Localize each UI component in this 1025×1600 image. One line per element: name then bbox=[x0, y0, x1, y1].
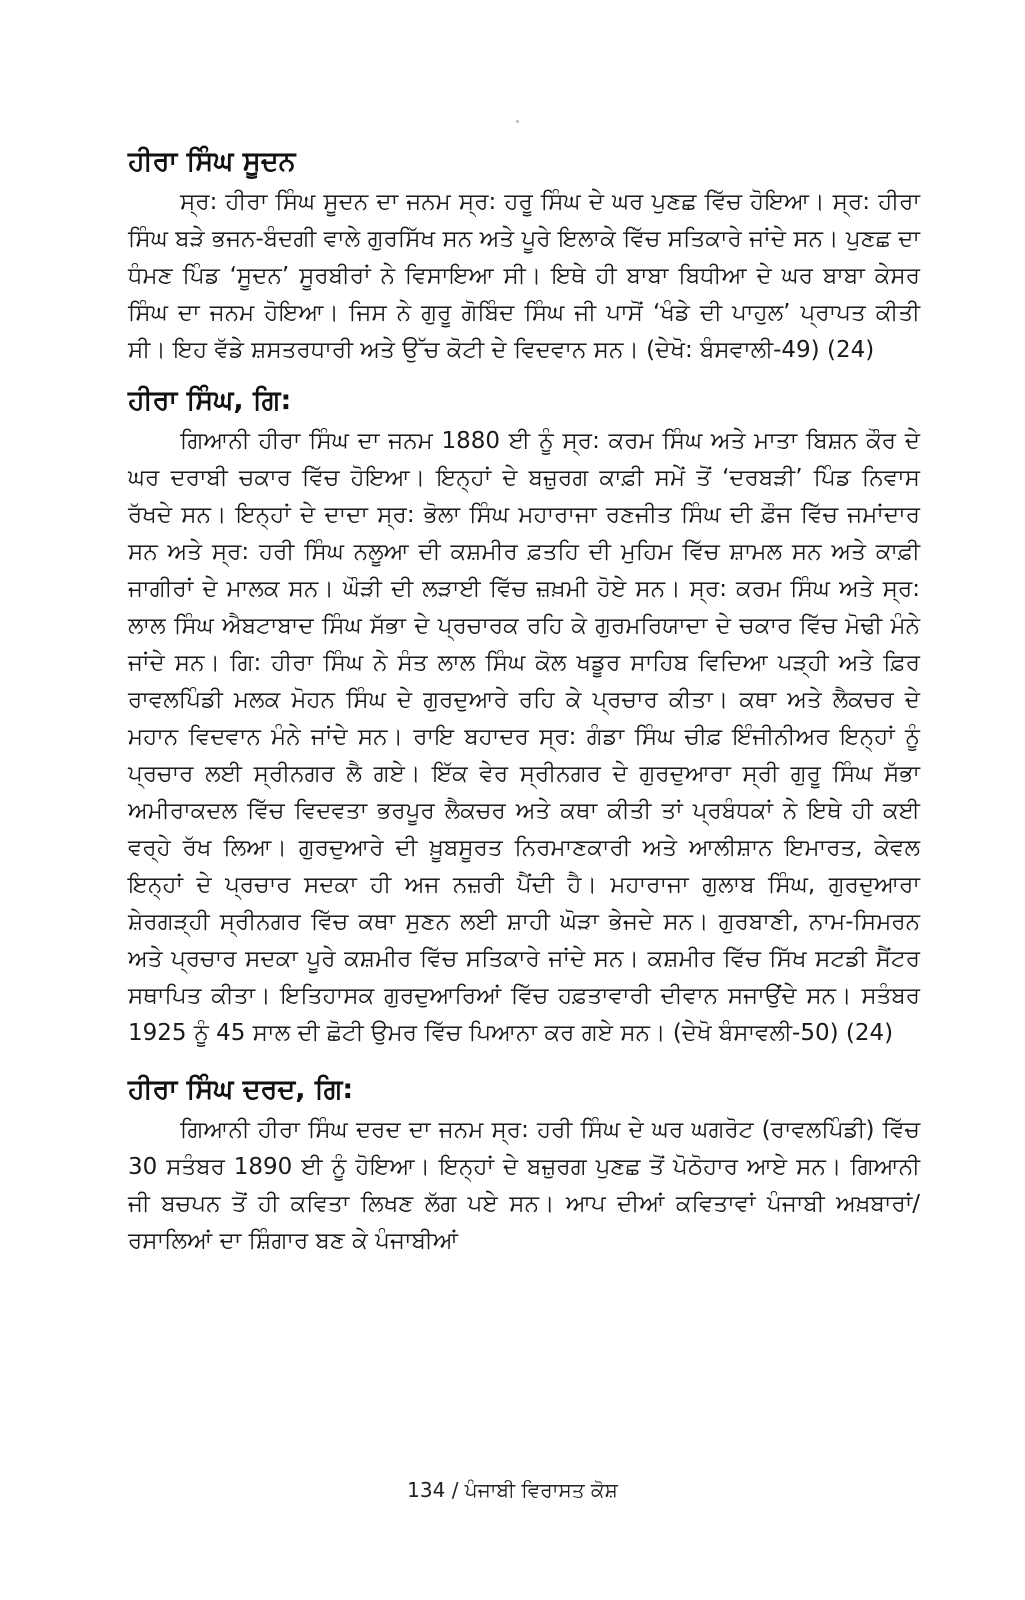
entry-hira-singh-dard bbox=[128, 1068, 920, 1260]
page-number: 134 bbox=[407, 1478, 446, 1502]
book-title: ਪੰਜਾਬੀ ਵਿਰਾਸਤ ਕੋਸ਼ bbox=[464, 1478, 618, 1502]
entry-title: ਹੀਰਾ ਸਿੰਘ, ਗਿ: bbox=[128, 385, 292, 416]
page-content bbox=[128, 140, 920, 1266]
entry-body: ਗਿਆਨੀ ਹੀਰਾ ਸਿੰਘ ਦਾ ਜਨਮ 1880 ਈ ਨੂੰ ਸ੍ਰ: ਕਰਮ ਸਿੰਘ ਅਤੇ ਮਾਤਾ ਬਿਸ਼ਨ ਕੌਰ ਦੇ ਘਰ ਦਰਾਬੀ ਚਕਾਰ ਵਿੱਚ ਹੋਇਆ। ਇਨ੍ਹਾਂ ਦੇ ਬਜ਼ੁਰਗ ਕਾਫ਼ੀ ਸਮੇਂ ਤੋਂ ‘ਦਰਬੜੀ’ ਪਿੰਡ ਨਿਵਾਸ ਰੱਖਦੇ ਸਨ। ਇਨ੍ਹਾਂ ਦੇ ਦਾਦਾ ਸ੍ਰ: ਭੋਲਾ ਸਿੰਘ ਮਹਾਰਾਜਾ ਰਣਜੀਤ ਸਿੰਘ ਦੀ ਫ਼ੌਜ ਵਿੱਚ ਜਮਾਂਦਾਰ ਸਨ ਅਤੇ ਸ੍ਰ: ਹਰੀ ਸਿੰਘ ਨਲੂਆ ਦੀ ਕਸ਼ਮੀਰ ਫ਼ਤਹਿ ਦੀ ਮੁਹਿਮ ਵਿੱਚ ਸ਼ਾਮਲ ਸਨ ਅਤੇ ਕਾਫ਼ੀ ਜਾਗੀਰਾਂ ਦੇ ਮਾਲਕ ਸਨ। ਘੌੜੀ ਦੀ ਲੜਾਈ ਵਿੱਚ ਜ਼ਖ਼ਮੀ ਹੋਏ ਸਨ। ਸ੍ਰ: ਕਰਮ ਸਿੰਘ ਅਤੇ ਸ੍ਰ: ਲਾਲ ਸਿੰਘ ਐਬਟਾਬਾਦ ਸਿੰਘ ਸੱਭਾ ਦੇ ਪ੍ਰਚਾਰਕ ਰਹਿ ਕੇ ਗੁਰਮਰਿਯਾਦਾ ਦੇ ਚਕਾਰ ਵਿੱਚ ਮੋਢੀ ਮੰਨੇ ਜਾਂਦੇ ਸਨ। ਗਿ: ਹੀਰਾ ਸਿੰਘ ਨੇ ਸੰਤ ਲਾਲ ਸਿੰਘ ਕੋਲ ਖਡੂਰ ਸਾਹਿਬ ਵਿਦਿਆ ਪੜ੍ਹੀ ਅਤੇ ਫ਼ਿਰ ਰਾਵਲਪਿੰਡੀ ਮਲਕ ਮੋਹਨ ਸਿੰਘ ਦੇ ਗੁਰਦੁਆਰੇ ਰਹਿ ਕੇ ਪ੍ਰਚਾਰ ਕੀਤਾ। ਕਥਾ ਅਤੇ ਲੈਕਚਰ ਦੇ ਮਹਾਨ ਵਿਦਵਾਨ ਮੰਨੇ ਜਾਂਦੇ ਸਨ। ਰਾਇ ਬਹਾਦਰ ਸ੍ਰ: ਗੰਡਾ ਸਿੰਘ ਚੀਫ਼ ਇੰਜੀਨੀਅਰ ਇਨ੍ਹਾਂ ਨੂੰ ਪ੍ਰਚਾਰ ਲਈ ਸ੍ਰੀਨਗਰ ਲੈ ਗਏ। ਇੱਕ ਵੇਰ ਸ੍ਰੀਨਗਰ ਦੇ ਗੁਰਦੁਆਰਾ ਸ੍ਰੀ ਗੁਰੂ ਸਿੰਘ ਸੱਭਾ ਅਮੀਰਾਕਦਲ ਵਿੱਚ ਵਿਦਵਤਾ ਭਰਪੂਰ ਲੈਕਚਰ ਅਤੇ ਕਥਾ ਕੀਤੀ ਤਾਂ ਪ੍ਰਬੰਧਕਾਂ ਨੇ ਇਥੇ ਹੀ ਕਈ ਵਰ੍ਹੇ ਰੱਖ ਲਿਆ। ਗੁਰਦੁਆਰੇ ਦੀ ਖ਼ੂਬਸੂਰਤ ਨਿਰਮਾਣਕਾਰੀ ਅਤੇ ਆਲੀਸ਼ਾਨ ਇਮਾਰਤ, ਕੇਵਲ ਇਨ੍ਹਾਂ ਦੇ ਪ੍ਰਚਾਰ ਸਦਕਾ ਹੀ ਅਜ ਨਜ਼ਰੀ ਪੈਂਦੀ ਹੈ। ਮਹਾਰਾਜਾ ਗੁਲਾਬ ਸਿੰਘ, ਗੁਰਦੁਆਰਾ ਸ਼ੇਰਗੜ੍ਹੀ ਸ੍ਰੀਨਗਰ ਵਿੱਚ ਕਥਾ ਸੁਣਨ ਲਈ ਸ਼ਾਹੀ ਘੋੜਾ ਭੇਜਦੇ ਸਨ। ਗੁਰਬਾਣੀ, ਨਾਮ-ਸਿਮਰਨ ਅਤੇ ਪ੍ਰਚਾਰ ਸਦਕਾ ਪੂਰੇ ਕਸ਼ਮੀਰ ਵਿੱਚ ਸਤਿਕਾਰੇ ਜਾਂਦੇ ਸਨ। ਕਸ਼ਮੀਰ ਵਿੱਚ ਸਿੱਖ ਸਟਡੀ ਸੈਂਟਰ ਸਥਾਪਿਤ ਕੀਤਾ। ਇਤਿਹਾਸਕ ਗੁਰਦੁਆਰਿਆਂ ਵਿੱਚ ਹਫ਼ਤਾਵਾਰੀ ਦੀਵਾਨ ਸਜਾਉਂਦੇ ਸਨ। ਸਤੰਬਰ 1925 ਨੂੰ 45 ਸਾਲ ਦੀ ਛੋਟੀ ਉਮਰ ਵਿੱਚ ਪਿਆਨਾ ਕਰ ਗਏ ਸਨ। (ਦੇਖੋ ਬੰਸਾਵਲੀ-50) (24) bbox=[128, 428, 920, 1046]
entry-hira-singh-sudan bbox=[128, 140, 920, 369]
scan-speck bbox=[516, 120, 519, 123]
entry-title: ਹੀਰਾ ਸਿੰਘ ਸੂਦਨ bbox=[128, 146, 296, 177]
entry-title: ਹੀਰਾ ਸਿੰਘ ਦਰਦ, ਗਿ: bbox=[128, 1074, 354, 1105]
page-footer bbox=[0, 1478, 1025, 1502]
entry-body: ਸ੍ਰ: ਹੀਰਾ ਸਿੰਘ ਸੂਦਨ ਦਾ ਜਨਮ ਸ੍ਰ: ਹਰੂ ਸਿੰਘ ਦੇ ਘਰ ਪੁਣਛ ਵਿੱਚ ਹੋਇਆ। ਸ੍ਰ: ਹੀਰਾ ਸਿੰਘ ਬੜੇ ਭਜਨ-ਬੰਦਗੀ ਵਾਲੇ ਗੁਰਸਿੱਖ ਸਨ ਅਤੇ ਪੂਰੇ ਇਲਾਕੇ ਵਿੱਚ ਸਤਿਕਾਰੇ ਜਾਂਦੇ ਸਨ। ਪੁਣਛ ਦਾ ਧੰਮਣ ਪਿੰਡ ‘ਸੂਦਨ’ ਸੂਰਬੀਰਾਂ ਨੇ ਵਿਸਾਇਆ ਸੀ। ਇਥੇ ਹੀ ਬਾਬਾ ਬਿਧੀਆ ਦੇ ਘਰ ਬਾਬਾ ਕੇਸਰ ਸਿੰਘ ਦਾ ਜਨਮ ਹੋਇਆ। ਜਿਸ ਨੇ ਗੁਰੂ ਗੋਬਿੰਦ ਸਿੰਘ ਜੀ ਪਾਸੋਂ ‘ਖੰਡੇ ਦੀ ਪਾਹੁਲ’ ਪ੍ਰਾਪਤ ਕੀਤੀ ਸੀ। ਇਹ ਵੱਡੇ ਸ਼ਸਤਰਧਾਰੀ ਅਤੇ ਉੱਚ ਕੋਟੀ ਦੇ ਵਿਦਵਾਨ ਸਨ। (ਦੇਖੋ: ਬੰਸਵਾਲੀ-49) (24) bbox=[128, 189, 920, 363]
entry-hira-singh-giani bbox=[128, 379, 920, 1052]
entry-body: ਗਿਆਨੀ ਹੀਰਾ ਸਿੰਘ ਦਰਦ ਦਾ ਜਨਮ ਸ੍ਰ: ਹਰੀ ਸਿੰਘ ਦੇ ਘਰ ਘਗਰੋਟ (ਰਾਵਲਪਿੰਡੀ) ਵਿੱਚ 30 ਸਤੰਬਰ 1890 ਈ ਨੂੰ ਹੋਇਆ। ਇਨ੍ਹਾਂ ਦੇ ਬਜ਼ੁਰਗ ਪੁਣਛ ਤੋਂ ਪੋਠੋਹਾਰ ਆਏ ਸਨ। ਗਿਆਨੀ ਜੀ ਬਚਪਨ ਤੋਂ ਹੀ ਕਵਿਤਾ ਲਿਖਣ ਲੱਗ ਪਏ ਸਨ। ਆਪ ਦੀਆਂ ਕਵਿਤਾਵਾਂ ਪੰਜਾਬੀ ਅਖ਼ਬਾਰਾਂ/ਰਸਾਲਿਆਂ ਦਾ ਸ਼ਿੰਗਾਰ ਬਣ ਕੇ ਪੰਜਾਬੀਆਂ bbox=[128, 1117, 920, 1254]
footer-separator: / bbox=[451, 1478, 459, 1502]
